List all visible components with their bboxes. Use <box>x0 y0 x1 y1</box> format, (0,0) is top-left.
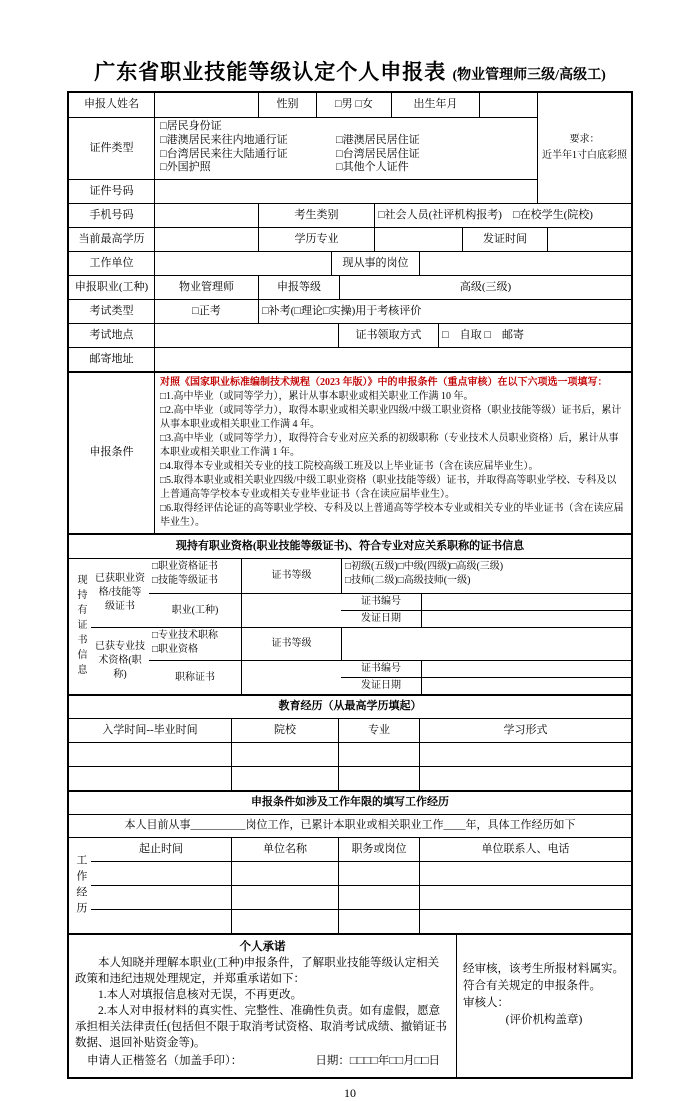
row-phone <box>69 203 631 227</box>
section-header-education <box>69 694 631 718</box>
id-option-taiwan-residence[interactable]: □台湾居民居住证 <box>336 147 420 160</box>
label-id-number: 证件号码 <box>89 184 134 197</box>
edu-cell-field[interactable] <box>69 743 231 766</box>
label-edu-major: 学历专业 <box>258 228 374 251</box>
label-cert-level-2: 证书等级 <box>241 628 341 660</box>
id-option-hk-macau-residence[interactable]: □港澳居民居住证 <box>336 133 420 146</box>
conditions-notice: 对照《国家职业标准编制技术规程（2023 年版）》中的申报条件（重点审核）在以下六项选一项填写： <box>160 377 608 388</box>
work-intro-row <box>69 814 631 837</box>
cert-group-professional-title <box>91 627 631 694</box>
label-current-position: 现从事的岗位 <box>331 252 419 275</box>
title-type-opt-professional[interactable]: □专业技术职称 <box>152 630 219 641</box>
label-issue-date-1: 发证日期 <box>361 613 401 624</box>
cert-type-opt-skill-level[interactable]: □技能等级证书 <box>152 575 219 586</box>
education-header-text: 教育经历（从最高学历填起） <box>278 700 422 713</box>
commitment-item-1: 1.本人对填报信息核对无误，不再更改。 <box>98 989 303 1001</box>
work-experience-block <box>69 837 631 933</box>
label-exam-site: 考试地点 <box>89 328 134 341</box>
row-application-conditions <box>69 371 631 533</box>
row-mail-address <box>69 347 631 371</box>
cert-level-opts-line2[interactable]: □技师(二级)□高级技师(一级) <box>345 575 471 586</box>
form-title-suffix: (物业管理师三级/高级工) <box>452 68 606 83</box>
condition-option-2[interactable]: □2.高中毕业（或同等学力），取得本职业或相关职业四级/中级工职业资格（职业技能等级）证书后，累计从事本职业或相关职业工作满 4 年。 <box>160 405 622 430</box>
edu-major-field[interactable] <box>374 228 462 251</box>
label-cert-number-2: 证书编号 <box>361 663 401 674</box>
phone-field[interactable] <box>154 204 258 227</box>
work-col-position: 职务或岗位 <box>338 838 419 861</box>
mail-address-field[interactable] <box>154 348 631 371</box>
edu-col-school: 院校 <box>231 719 338 742</box>
work-columns-row <box>91 838 631 861</box>
issue-date-field-1[interactable] <box>421 611 631 627</box>
section-header-cert-info <box>69 533 631 558</box>
document-page <box>0 56 700 1100</box>
title-type-checkboxes[interactable] <box>149 628 241 660</box>
id-number-field[interactable] <box>154 180 537 203</box>
commitment-block <box>69 933 631 1077</box>
work-cell-field[interactable] <box>338 910 419 933</box>
side-label-cert-info: 现持有证书信息 <box>75 574 86 679</box>
work-row-3 <box>91 909 631 933</box>
work-row-1 <box>91 861 631 885</box>
education-row-2 <box>69 766 631 790</box>
edu-cell-field[interactable] <box>419 743 631 766</box>
title-type-opt-qualification[interactable]: □职业资格 <box>152 644 199 655</box>
cert-info-header-text: 现持有职业资格(职业技能等级证书)、符合专业对应关系职称的证书信息 <box>175 539 525 552</box>
work-cell-field[interactable] <box>231 886 338 909</box>
work-cell-field[interactable] <box>91 886 231 909</box>
label-declared-level: 申报等级 <box>258 276 339 299</box>
label-phone: 手机号码 <box>89 208 134 221</box>
edu-col-enroll-time: 入学时间--毕业时间 <box>102 723 198 736</box>
condition-option-5[interactable]: □5.取得本职业或相关职业四级/中级工职业资格（职业技能等级）证书，并取得高等职业学校、专科及以上普通高等学校本专业或相关专业毕业证书（含在读应届毕业生）。 <box>160 475 617 500</box>
group-label-qualification: 已获职业资格/技能等级证书 <box>95 573 145 612</box>
cert-info-block <box>69 558 631 694</box>
cert-level-checkboxes[interactable] <box>341 559 631 593</box>
condition-option-1[interactable]: □1.高中毕业（或同等学力），累计从事本职业或相关职业工作满 10 年。 <box>160 391 474 402</box>
page-title <box>0 56 700 86</box>
exam-type-normal-checkbox[interactable]: □正考 <box>154 300 258 323</box>
label-declared-occupation: 申报职业(工种) <box>74 280 149 293</box>
id-option-hk-macau-permit[interactable]: □港澳居民来往内地通行证 <box>160 133 288 146</box>
label-highest-education: 当前最高学历 <box>78 232 145 245</box>
label-title-cert: 职称证书 <box>175 671 215 683</box>
label-applicant-name: 申报人姓名 <box>84 98 139 111</box>
commitment-left <box>69 935 456 1077</box>
work-cell-field[interactable] <box>419 862 631 885</box>
education-columns-row <box>69 718 631 742</box>
photo-box <box>537 93 631 203</box>
gender-checkboxes[interactable]: □男 □女 <box>316 93 391 117</box>
condition-option-4[interactable]: □4.取得本专业或相关专业的技工院校高级工班及以上毕业证书（含在读应届毕业生）。 <box>160 461 539 472</box>
date-label: 日期：□□□□年□□月□□日 <box>315 1055 440 1067</box>
row-id-number <box>69 179 537 203</box>
id-type-options[interactable] <box>154 118 537 179</box>
row-exam-type <box>69 299 631 323</box>
work-cell-field[interactable] <box>338 886 419 909</box>
education-row-1 <box>69 742 631 766</box>
cert-level-opts-line1[interactable]: □初级(五级)□中级(四级)□高级(三级) <box>345 561 504 572</box>
current-position-field[interactable] <box>419 252 631 275</box>
row-occupation <box>69 275 631 299</box>
label-issue-date-2: 发证日期 <box>361 680 401 691</box>
commitment-item-2: 2.本人对申报材料的真实性、完整性、准确性负责。如有虚假，愿意承担相关法律责任(包括但不限于取消考试资格、取消考试成绩、撤销证书数据、退回补贴资金等)。 <box>75 1005 447 1049</box>
declared-occupation-value: 物业管理师 <box>154 276 258 299</box>
work-cell-field[interactable] <box>231 910 338 933</box>
work-cell-field[interactable] <box>91 910 231 933</box>
edu-cell-field[interactable] <box>338 743 419 766</box>
label-occupation-type-1: 职业(工种) <box>171 604 219 616</box>
condition-option-6[interactable]: □6.取得经评估论证的高等职业学校、专科及以上普通高等学校本专业或相关专业的毕业证书（含在读应届毕业生）。 <box>160 503 624 528</box>
commitment-title: 个人承诺 <box>239 941 286 953</box>
work-cell-field[interactable] <box>338 862 419 885</box>
page-number: 10 <box>344 1086 356 1100</box>
signature-label: 申请人正楷签名（加盖手印）： <box>87 1055 243 1067</box>
label-cert-level-1: 证书等级 <box>241 559 341 593</box>
row-id-type <box>69 117 537 179</box>
row-education <box>69 227 631 251</box>
employer-field[interactable] <box>154 252 331 275</box>
edu-cell-field[interactable] <box>338 767 419 790</box>
id-option-taiwan-permit[interactable]: □台湾居民来往大陆通行证 <box>160 147 288 160</box>
edu-cell-field[interactable] <box>69 767 231 790</box>
cert-level-field-2[interactable] <box>341 628 631 660</box>
work-cell-field[interactable] <box>91 862 231 885</box>
work-cell-field[interactable] <box>419 910 631 933</box>
label-employer: 工作单位 <box>89 256 134 269</box>
work-intro-text: 本人目前从事__________岗位工作，已累计本职业或相关职业工作____年，具体工作经历如下 <box>124 819 576 832</box>
label-id-type: 证件类型 <box>89 141 134 154</box>
label-cert-number-1: 证书编号 <box>361 596 401 607</box>
row-employer <box>69 251 631 275</box>
candidate-type-checkboxes[interactable]: □社会人员(社评机构报考) □在校学生(院校) <box>374 204 631 227</box>
work-header-text: 申报条件如涉及工作年限的填写工作经历 <box>251 796 449 809</box>
conditions-content <box>154 373 631 533</box>
work-cell-field[interactable] <box>419 886 631 909</box>
exam-type-makeup-checkbox[interactable]: □补考(□理论□实操)用于考核评价 <box>258 300 631 323</box>
label-issue-time: 发证时间 <box>462 228 547 251</box>
cert-type-checkboxes[interactable] <box>149 559 241 593</box>
review-column <box>456 935 631 1077</box>
label-mail-address: 邮寄地址 <box>89 352 134 365</box>
cert-number-field-1[interactable] <box>421 594 631 610</box>
row-exam-site <box>69 323 631 347</box>
work-col-contact: 单位联系人、电话 <box>419 838 631 861</box>
highest-education-field[interactable] <box>154 228 258 251</box>
form-title-main: 广东省职业技能等级认定个人申报表 <box>94 60 447 84</box>
stamp-label: (评价机构盖章) <box>505 1014 583 1026</box>
edu-cell-field[interactable] <box>231 743 338 766</box>
label-candidate-type: 考生类别 <box>258 204 374 227</box>
condition-option-3[interactable]: □3.高中毕业（或同等学力），取得符合专业对应关系的初级职称（专业技术人员职业资格）后，累计从事本职业或相关职业工作满 1 年。 <box>160 433 619 458</box>
group-label-professional-title: 已获专业技术资格(职称) <box>95 641 145 680</box>
edu-cell-field[interactable] <box>231 767 338 790</box>
photo-requirement-text: 近半年1寸白底彩照 <box>542 150 627 161</box>
applicant-name-field[interactable] <box>154 93 258 117</box>
commitment-intro: 本人知晓并理解本职业(工种)申报条件，了解职业技能等级认定相关政策和违纪违规处理规定，并郑重承诺如下： <box>75 957 440 985</box>
exam-site-field[interactable] <box>154 324 338 347</box>
header-block <box>69 93 631 203</box>
work-col-period: 起止时间 <box>139 842 183 855</box>
application-form-table <box>67 91 633 1079</box>
label-exam-type: 考试类型 <box>89 304 134 317</box>
id-option-other[interactable]: □其他个人证件 <box>336 161 409 174</box>
work-row-2 <box>91 885 631 909</box>
cert-number-field-2[interactable] <box>421 661 631 677</box>
cert-group-qualification <box>91 559 631 627</box>
birth-date-field[interactable] <box>479 93 537 117</box>
id-option-resident[interactable]: □居民身份证 <box>160 120 222 132</box>
issue-time-field[interactable] <box>547 228 631 251</box>
declared-level-value: 高级(三级) <box>339 276 631 299</box>
title-cert-field[interactable] <box>241 661 341 694</box>
photo-requirement-title: 要求： <box>569 134 600 145</box>
issue-date-field-2[interactable] <box>421 678 631 694</box>
review-text: 经审核，该考生所报材料属实。符合有关规定的申报条件。 <box>463 963 624 992</box>
label-birth-date: 出生年月 <box>391 93 479 117</box>
section-header-work <box>69 790 631 814</box>
work-cell-field[interactable] <box>231 862 338 885</box>
cert-type-opt-qualification[interactable]: □职业资格证书 <box>152 561 219 572</box>
id-option-foreign-passport[interactable]: □外国护照 <box>160 161 211 174</box>
edu-col-study-form: 学习形式 <box>419 719 631 742</box>
edu-cell-field[interactable] <box>419 767 631 790</box>
reviewer-label: 审核人： <box>463 997 509 1009</box>
label-cert-delivery: 证书领取方式 <box>338 324 438 347</box>
side-label-work: 工作经历 <box>74 853 87 918</box>
label-gender: 性别 <box>258 93 316 117</box>
occupation-type-field-1[interactable] <box>241 594 341 627</box>
work-col-company: 单位名称 <box>231 838 338 861</box>
label-conditions: 申报条件 <box>89 446 134 459</box>
cert-delivery-checkboxes[interactable]: □ 自取 □ 邮寄 <box>438 324 631 347</box>
edu-col-major: 专业 <box>338 719 419 742</box>
row-applicant-name <box>69 93 537 117</box>
